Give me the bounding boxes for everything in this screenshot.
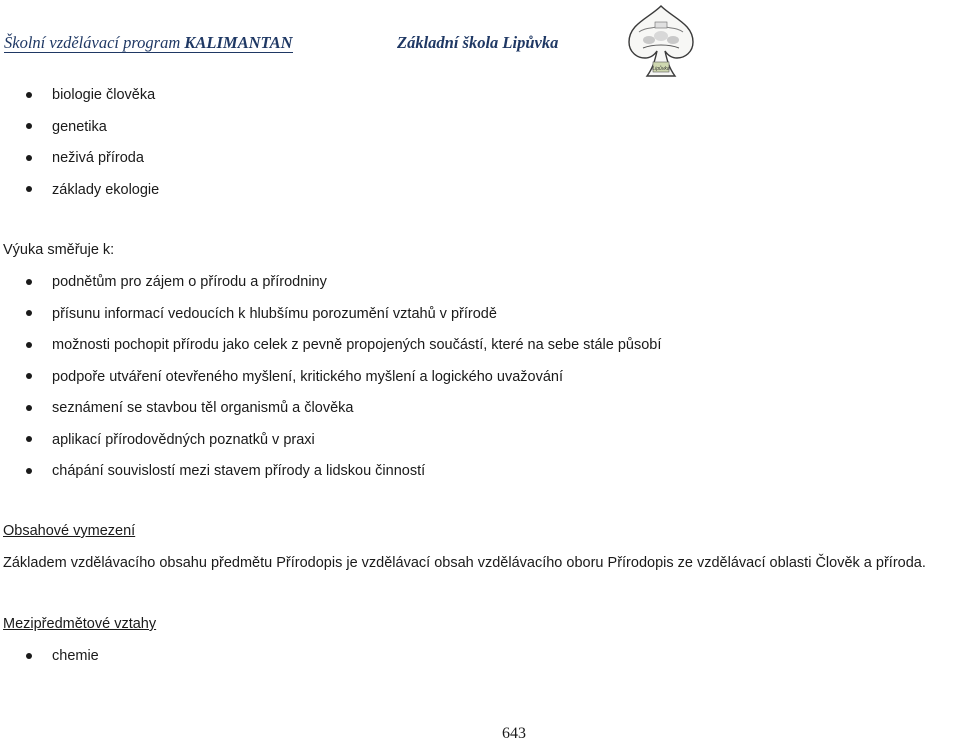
list-item	[0, 367, 661, 399]
bullet-icon	[26, 155, 32, 161]
bullet-icon	[26, 653, 32, 659]
bullet-icon	[26, 405, 32, 411]
list-item-text: základy ekologie	[52, 181, 160, 198]
list-item	[0, 85, 159, 117]
list-item-text: chápání souvislostí mezi stavem přírody a lidskou činností	[52, 463, 426, 479]
bullet-icon	[26, 436, 32, 442]
content-heading: Obsahové vymezení	[3, 523, 136, 539]
bullet-icon	[26, 468, 32, 474]
bullet-icon	[26, 279, 32, 285]
list-item	[0, 335, 661, 367]
list-item	[0, 148, 159, 180]
page-header	[4, 34, 960, 56]
list-item	[0, 461, 661, 493]
list-item	[0, 398, 661, 430]
bullet-icon	[26, 92, 32, 98]
school-logo	[625, 2, 697, 80]
list-item-text: seznámení se stavbou těl organismů a člověka	[52, 400, 354, 416]
list-item	[0, 117, 159, 149]
list-item-text: aplikací přírodovědných poznatků v praxi	[52, 431, 315, 448]
list-item	[0, 180, 159, 212]
aims-intro: Výuka směřuje k:	[3, 242, 115, 258]
program-name: KALIMANTAN	[184, 33, 293, 52]
list-item-text: podnětům pro zájem o přírodu a přírodniny	[52, 274, 327, 290]
program-title	[4, 34, 293, 53]
school-name: Základní škola Lipůvka	[397, 33, 559, 52]
list-item	[0, 304, 661, 336]
list-item-text: biologie člověka	[52, 87, 156, 103]
bullet-icon	[26, 342, 32, 348]
bullet-icon	[26, 123, 32, 129]
program-title-prefix: Školní vzdělávací program	[4, 33, 185, 52]
list-item	[0, 646, 99, 678]
cross-curricular-heading: Mezipředmětové vztahy	[3, 616, 157, 632]
list-item-text: podpoře utváření otevřeného myšlení, kritického myšlení a logického uvažování	[52, 368, 564, 385]
list-item	[0, 272, 661, 304]
bullet-icon	[26, 186, 32, 192]
list-item-text: neživá příroda	[52, 150, 144, 166]
content-paragraph: Základem vzdělávacího obsahu předmětu Přírodopis je vzdělávací obsah vzdělávacího oboru Přírodopis ze vzdělávací oblasti Člověk a příroda.	[3, 555, 926, 571]
list-item-text: genetika	[52, 118, 107, 135]
bullet-icon	[26, 310, 32, 316]
list-item	[0, 430, 661, 462]
logo-caption: Lipůvka	[652, 66, 670, 72]
aims-list	[0, 272, 661, 493]
bullet-icon	[26, 373, 32, 379]
list-item-text: možnosti pochopit přírodu jako celek z pevně propojených součástí, které na sebe stále působí	[52, 337, 662, 353]
topic-list	[0, 85, 159, 211]
list-item-text: přísunu informací vedoucích k hlubšímu porozumění vztahů v přírodě	[52, 305, 497, 322]
cross-curricular-list	[0, 646, 99, 678]
list-item-text: chemie	[52, 648, 99, 664]
page-number: 643	[502, 725, 526, 742]
